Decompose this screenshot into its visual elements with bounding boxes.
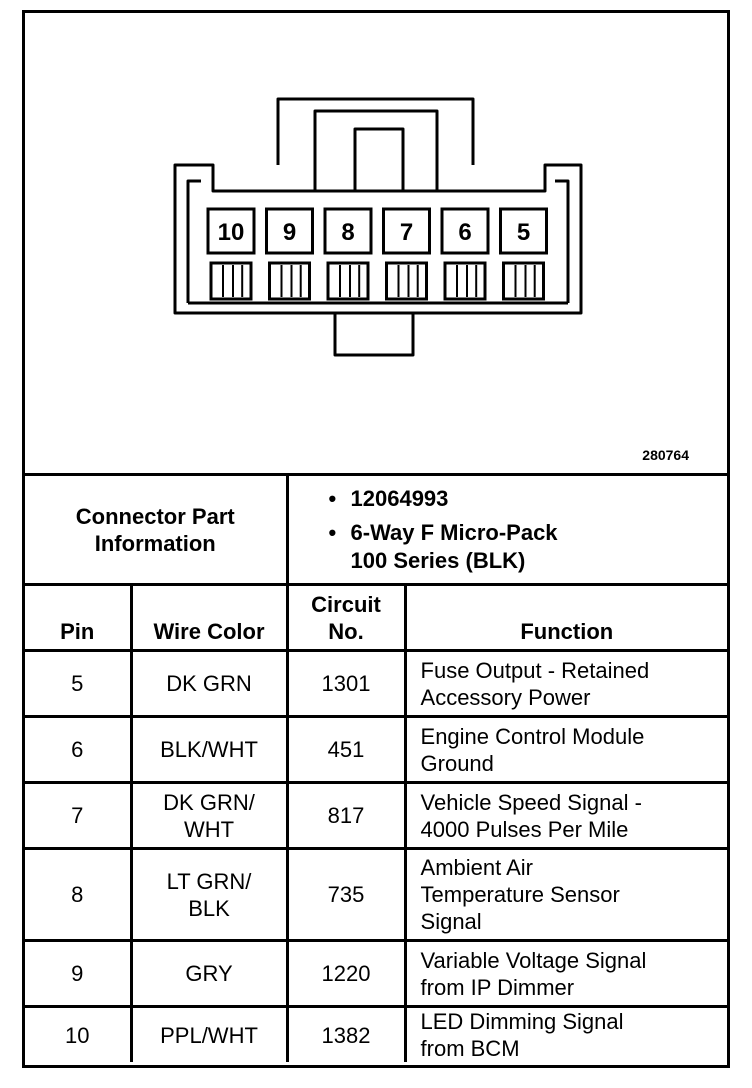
table-row [25, 1007, 727, 1063]
pin-number-label: 5 [516, 219, 531, 246]
pin-column-header: Pin [25, 585, 131, 651]
pin-cell: 6 [25, 717, 131, 783]
table-row [25, 783, 727, 849]
function-column-header: Function [405, 585, 727, 651]
pin-terminal-cavity [270, 263, 310, 299]
part-info-row [25, 475, 727, 585]
pin-cell: 10 [25, 1007, 131, 1063]
wire-color-cell: DK GRN/ WHT [131, 783, 287, 849]
table-row [25, 849, 727, 941]
column-header-row [25, 585, 727, 651]
pin-number-label: 8 [341, 219, 355, 246]
pin-number-label: 10 [217, 219, 245, 246]
connector-part-information-label: Connector Part Information [25, 475, 287, 585]
wire-color-cell: LT GRN/ BLK [131, 849, 287, 941]
connector-diagram [25, 13, 727, 473]
function-cell: Variable Voltage Signal from IP Dimmer [405, 941, 727, 1007]
table-row [25, 941, 727, 1007]
pin-terminal-cavity [211, 263, 251, 299]
connector-sheet [22, 10, 730, 1068]
pin-number-label: 7 [399, 219, 414, 246]
connector-face-drawing [25, 13, 727, 473]
pin-cell: 7 [25, 783, 131, 849]
table-row [25, 717, 727, 783]
pin-cell: 5 [25, 651, 131, 717]
function-cell: Engine Control Module Ground [405, 717, 727, 783]
part-number-bullet: • 12064993 [328, 485, 449, 511]
function-cell: Vehicle Speed Signal - 4000 Pulses Per Mile [405, 783, 727, 849]
table-row [25, 651, 727, 717]
pin-number-label: 6 [458, 219, 472, 246]
circuit-no-column-header: Circuit No. [287, 585, 405, 651]
circuit-cell: 1220 [287, 941, 405, 1007]
wire-color-cell: PPL/WHT [131, 1007, 287, 1063]
pin-cavities [208, 209, 547, 299]
pin-terminal-cavity [504, 263, 544, 299]
pin-cell: 8 [25, 849, 131, 941]
circuit-cell: 735 [287, 849, 405, 941]
pin-number-labels [218, 219, 531, 246]
wire-color-cell: BLK/WHT [131, 717, 287, 783]
function-cell: Fuse Output - Retained Accessory Power [405, 651, 727, 717]
pin-terminal-cavity [387, 263, 427, 299]
pin-terminal-cavity [445, 263, 485, 299]
circuit-cell: 817 [287, 783, 405, 849]
circuit-cell: 1382 [287, 1007, 405, 1063]
circuit-cell: 451 [287, 717, 405, 783]
connector-type: 6-Way F Micro-Pack 100 Series (BLK) [350, 519, 558, 573]
pin-terminal-cavity [328, 263, 368, 299]
wire-color-column-header: Wire Color [131, 585, 287, 651]
wire-color-cell: DK GRN [131, 651, 287, 717]
part-info-bullets [287, 475, 727, 585]
pin-cell: 9 [25, 941, 131, 1007]
circuit-cell: 1301 [287, 651, 405, 717]
diagram-id-number: 280764 [642, 447, 689, 463]
connector-type-bullet: • 6-Way F Micro-Pack 100 Series (BLK) [328, 519, 558, 573]
connector-info-table [25, 473, 727, 1062]
pin-number-label: 9 [282, 219, 297, 246]
part-number: 12064993 [350, 485, 449, 511]
wire-color-cell: GRY [131, 941, 287, 1007]
function-cell: LED Dimming Signal from BCM [405, 1007, 727, 1063]
function-cell: Ambient Air Temperature Sensor Signal [405, 849, 727, 941]
